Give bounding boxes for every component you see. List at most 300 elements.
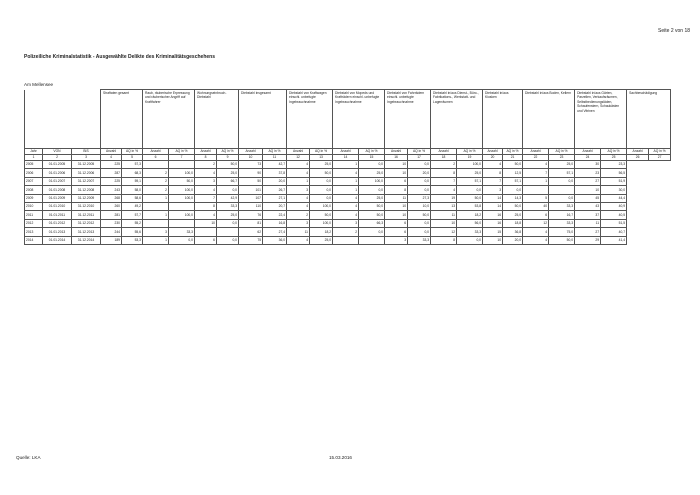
column-number-cell: 14 — [333, 155, 359, 161]
table-cell: 62 — [239, 228, 263, 236]
statistics-table — [24, 89, 671, 245]
group-header: Wohnungseinbruch-Diebstahl — [195, 90, 239, 149]
table-cell: 1 — [287, 177, 310, 185]
sub-header-cell: AQ in % — [601, 149, 627, 155]
table-cell: 18,8 — [503, 219, 523, 227]
table-cell: 100,0 — [310, 219, 333, 227]
table-cell: 1 — [143, 236, 169, 244]
table-cell: 100,0 — [169, 211, 195, 219]
column-number-cell: 20 — [483, 155, 503, 161]
table-cell: 58,6 — [122, 194, 143, 202]
table-cell — [195, 228, 217, 236]
table-cell: 230 — [101, 219, 122, 227]
table-cell: 11 — [431, 211, 457, 219]
column-number-cell: 16 — [385, 155, 408, 161]
table-cell: 25,0 — [217, 211, 239, 219]
table-cell: 8 — [195, 202, 217, 210]
sub-header-cell: AQ in % — [310, 149, 333, 155]
table-cell: 1 — [143, 194, 169, 202]
table-cell: 6 — [385, 177, 408, 185]
table-cell: 81 — [239, 219, 263, 227]
table-cell: 2 — [333, 228, 359, 236]
table-cell: 31.12.2010 — [72, 202, 101, 210]
table-cell: 56,5 — [601, 169, 627, 177]
table-cell: 10 — [385, 169, 408, 177]
table-cell: 1 — [523, 177, 549, 185]
table-cell: 37,8 — [263, 169, 287, 177]
table-row — [25, 202, 671, 210]
table-cell: 01.01.2006 — [43, 169, 72, 177]
column-number-cell: 4 — [101, 155, 122, 161]
table-cell: 4 — [333, 169, 359, 177]
table-cell: 6 — [523, 211, 549, 219]
column-number-cell: 13 — [310, 155, 333, 161]
sub-header-cell: Anzahl — [195, 149, 217, 155]
sub-header-cell: Anzahl — [287, 149, 310, 155]
table-cell: 8 — [483, 169, 503, 177]
table-cell: 0,0 — [217, 186, 239, 194]
table-cell: 0,0 — [217, 219, 239, 227]
column-number-cell: 15 — [359, 155, 385, 161]
group-header: Diebstahl von Fahrrädern einschl. unbefugte Ingebrauchnahme — [385, 90, 431, 149]
table-cell: 4 — [287, 202, 310, 210]
footer-source: Quelle: LKA — [16, 455, 41, 460]
table-cell: 20,0 — [263, 177, 287, 185]
table-cell: 3 — [333, 219, 359, 227]
sub-header-cell: Anzahl — [483, 149, 503, 155]
table-cell: 25,0 — [359, 169, 385, 177]
table-cell: 22,4 — [263, 211, 287, 219]
table-cell: 8 — [431, 169, 457, 177]
table-cell: 14 — [483, 194, 503, 202]
table-cell: 23 — [575, 169, 601, 177]
table-cell: 30 — [575, 161, 601, 169]
table-cell: 16 — [483, 211, 503, 219]
group-header-row — [25, 90, 671, 149]
sub-header-cell: AQ in % — [122, 149, 143, 155]
table-cell: 18,2 — [310, 228, 333, 236]
table-cell: 4 — [195, 211, 217, 219]
table-cell: 53,8 — [457, 202, 483, 210]
table-cell: 0,0 — [408, 228, 431, 236]
table-cell: 45 — [575, 194, 601, 202]
sub-header-cell: AQ in % — [457, 149, 483, 155]
sub-header-cell: Anzahl — [333, 149, 359, 155]
table-cell: 50,0 — [217, 161, 239, 169]
table-cell: 10 — [431, 219, 457, 227]
column-number-cell: 7 — [169, 155, 195, 161]
sub-header-cell: AQ in % — [263, 149, 287, 155]
table-cell: 0,0 — [310, 177, 333, 185]
table-cell: 75,0 — [549, 228, 575, 236]
table-cell: 0,0 — [359, 161, 385, 169]
table-cell: 01.01.2008 — [43, 186, 72, 194]
group-header: Raub, räuberische Erpressung und räuberischer Angriff auf Kraftfahrer — [143, 90, 195, 149]
sub-header-cell: AQ in % — [217, 149, 239, 155]
table-cell: 0,0 — [503, 186, 523, 194]
table-cell: 40,9 — [601, 202, 627, 210]
table-cell: 0,0 — [408, 219, 431, 227]
table-cell: 8 — [385, 186, 408, 194]
table-cell: 33,3 — [169, 228, 195, 236]
table-cell: 49,2 — [122, 202, 143, 210]
table-cell: 56,0 — [457, 219, 483, 227]
column-number-cell: 9 — [217, 155, 239, 161]
table-cell: 4 — [195, 169, 217, 177]
table-cell: 40,5 — [601, 211, 627, 219]
table-cell: 50,0 — [457, 194, 483, 202]
table-cell: 3 — [287, 186, 310, 194]
table-cell: 1 — [333, 177, 359, 185]
table-cell: 101 — [239, 186, 263, 194]
sub-header-cell: BIS — [72, 149, 101, 155]
table-cell: 100,0 — [310, 202, 333, 210]
table-cell: 4 — [287, 169, 310, 177]
table-cell: 15 — [483, 228, 503, 236]
table-cell: 66,7 — [217, 177, 239, 185]
group-header: Diebstahl in/aus Gärten, Parzellen, Verkaufsräumen, Selbstbedienungsläden, Schaufenstern, Schaukästen und Vitrinen — [575, 90, 627, 149]
table-cell: 57,3 — [122, 161, 143, 169]
sub-header-cell: AQ in % — [359, 149, 385, 155]
table-cell: 41,4 — [601, 236, 627, 244]
sub-header-cell: Anzahl — [239, 149, 263, 155]
column-number-cell: 12 — [287, 155, 310, 161]
table-cell: 23,3 — [601, 161, 627, 169]
table-cell: 100,0 — [457, 161, 483, 169]
table-cell: 33,3 — [457, 228, 483, 236]
group-header: Diebstahl von Mopeds und Krafträdern einschl. unbefugte Ingebrauchnahme — [333, 90, 385, 149]
table-cell: 44,4 — [601, 194, 627, 202]
table-cell: 25,0 — [359, 194, 385, 202]
table-cell: 27 — [575, 177, 601, 185]
page-number: Seite 2 von 18 — [658, 28, 690, 34]
column-number-cell: 3 — [72, 155, 101, 161]
table-cell: 260 — [101, 202, 122, 210]
table-cell: 51,9 — [601, 177, 627, 185]
table-cell: 3 — [385, 236, 408, 244]
table-cell: 50,0 — [549, 236, 575, 244]
column-number-cell: 17 — [408, 155, 431, 161]
table-cell: 51,5 — [601, 219, 627, 227]
table-cell: 3 — [483, 186, 503, 194]
table-cell: 2 — [143, 169, 169, 177]
table-cell: 12 — [523, 219, 549, 227]
table-row — [25, 194, 671, 202]
table-cell: 19 — [431, 194, 457, 202]
table-cell: 2 — [431, 161, 457, 169]
table-cell: 13 — [431, 202, 457, 210]
table-cell: 16,7 — [549, 211, 575, 219]
table-cell: 2009 — [25, 194, 43, 202]
table-cell: 7 — [483, 177, 503, 185]
table-cell — [169, 161, 195, 169]
table-cell: 10 — [385, 211, 408, 219]
table-cell: 43 — [575, 202, 601, 210]
table-cell: 01.01.2009 — [43, 194, 72, 202]
table-cell: 30,0 — [601, 186, 627, 194]
table-cell: 12,5 — [503, 169, 523, 177]
table-cell: 50,0 — [310, 211, 333, 219]
table-cell: 33,3 — [408, 236, 431, 244]
group-header: Sachbeschädigung — [627, 90, 671, 149]
table-cell: 6 — [385, 228, 408, 236]
table-cell: 31.12.2006 — [72, 169, 101, 177]
table-cell: 68,3 — [122, 169, 143, 177]
table-cell: 4 — [333, 202, 359, 210]
table-cell: 25,0 — [217, 169, 239, 177]
table-cell: 2011 — [25, 211, 43, 219]
table-cell: 33,3 — [549, 202, 575, 210]
table-cell: 3 — [287, 219, 310, 227]
table-cell: 2012 — [25, 219, 43, 227]
table-cell: 2014 — [25, 236, 43, 244]
table-cell: 31.12.2008 — [72, 186, 101, 194]
table-cell: 20,7 — [263, 202, 287, 210]
column-number-cell: 24 — [575, 155, 601, 161]
table-cell: 29 — [575, 236, 601, 244]
table-cell: 20,0 — [408, 169, 431, 177]
table-cell: 0,0 — [169, 236, 195, 244]
sub-header-cell: AQ in % — [503, 149, 523, 155]
table-cell: 2005 — [25, 161, 43, 169]
table-cell: 25,0 — [503, 211, 523, 219]
table-cell: 55,2 — [122, 219, 143, 227]
table-cell: 100,0 — [169, 194, 195, 202]
table-cell: 66,3 — [359, 219, 385, 227]
table-cell: 57,7 — [122, 211, 143, 219]
table-cell: 6 — [385, 219, 408, 227]
column-number-cell: 11 — [263, 155, 287, 161]
table-row — [25, 219, 671, 227]
sub-header-cell: VON — [43, 149, 72, 155]
table-cell: 2 — [195, 161, 217, 169]
table-cell: 2007 — [25, 177, 43, 185]
table-cell: 244 — [101, 228, 122, 236]
table-cell: 6 — [195, 236, 217, 244]
table-cell — [169, 202, 195, 210]
table-cell: 0,0 — [359, 228, 385, 236]
table-cell: 7 — [195, 194, 217, 202]
table-cell: 31.12.2009 — [72, 194, 101, 202]
table-cell: 11 — [287, 228, 310, 236]
sub-header-cell: AQ in % — [169, 149, 195, 155]
table-cell: 100,0 — [169, 186, 195, 194]
table-cell: 40,7 — [601, 228, 627, 236]
table-cell: 90 — [239, 169, 263, 177]
table-cell: 0,0 — [457, 186, 483, 194]
table-cell: 25,0 — [549, 161, 575, 169]
table-body — [25, 161, 671, 245]
table-cell: 36,8 — [503, 228, 523, 236]
header-blank — [72, 90, 101, 149]
table-cell: 40 — [523, 202, 549, 210]
table-cell: 2010 — [25, 202, 43, 210]
table-cell: 31.12.2013 — [72, 228, 101, 236]
table-row — [25, 228, 671, 236]
table-cell: 4 — [523, 236, 549, 244]
column-number-cell: 6 — [143, 155, 169, 161]
table-row — [25, 177, 671, 185]
table-cell: 01.01.2007 — [43, 177, 72, 185]
table-row — [25, 169, 671, 177]
sub-header-cell: Anzahl — [101, 149, 122, 155]
table-cell: 10 — [385, 202, 408, 210]
table-cell: 36,0 — [263, 236, 287, 244]
location-label: Am Mellensee — [24, 82, 54, 87]
column-number-cell: 25 — [601, 155, 627, 161]
table-cell — [143, 219, 169, 227]
sub-header-cell: Anzahl — [431, 149, 457, 155]
table-cell: 11 — [385, 194, 408, 202]
table-cell: 100,0 — [359, 177, 385, 185]
column-number-cell: 27 — [649, 155, 671, 161]
table-cell: 27,3 — [408, 194, 431, 202]
table-cell — [217, 228, 239, 236]
table-cell: 0,0 — [549, 177, 575, 185]
table-row — [25, 186, 671, 194]
table-cell: 20,0 — [503, 236, 523, 244]
sub-header-cell: Anzahl — [575, 149, 601, 155]
column-number-cell: 5 — [122, 155, 143, 161]
table-cell: 3 — [143, 228, 169, 236]
group-header: Diebstahl in/aus Kiosken — [483, 90, 523, 149]
table-cell: 10 — [385, 161, 408, 169]
sub-header-cell: AQ in % — [408, 149, 431, 155]
table-cell: 7 — [431, 177, 457, 185]
table-cell: 50,0 — [310, 169, 333, 177]
table-cell: 31.12.2005 — [72, 161, 101, 169]
column-number-cell: 26 — [627, 155, 649, 161]
table-cell: 1 — [333, 161, 359, 169]
column-number-cell: 1 — [25, 155, 43, 161]
table-cell: 01.01.2005 — [43, 161, 72, 169]
table-cell: 0,0 — [359, 186, 385, 194]
table-cell: 11 — [575, 219, 601, 227]
column-number-cell: 23 — [549, 155, 575, 161]
table-cell: 2 — [287, 211, 310, 219]
table-cell: 01.01.2012 — [43, 219, 72, 227]
table-cell: 50,0 — [169, 177, 195, 185]
column-number-cell: 8 — [195, 155, 217, 161]
table-cell: 14,3 — [503, 194, 523, 202]
table-cell: 0,0 — [310, 186, 333, 194]
table-cell: 01.01.2010 — [43, 202, 72, 210]
table-cell: 42,9 — [217, 194, 239, 202]
table-cell: 31.12.2011 — [72, 211, 101, 219]
table-row — [25, 236, 671, 244]
table-cell: 1 — [143, 211, 169, 219]
table-cell: 25,0 — [310, 161, 333, 169]
table-cell: 50,0 — [503, 161, 523, 169]
table-cell: 42,7 — [263, 161, 287, 169]
table-cell: 31.12.2007 — [72, 177, 101, 185]
table-cell: 14 — [483, 202, 503, 210]
group-header: Diebstahl insgesamt — [239, 90, 287, 149]
table-cell: 281 — [101, 211, 122, 219]
column-number-cell: 22 — [523, 155, 549, 161]
table-cell: 10 — [575, 186, 601, 194]
table-cell: 268 — [101, 194, 122, 202]
table-cell: 59,1 — [122, 177, 143, 185]
sub-header-cell: Anzahl — [385, 149, 408, 155]
table-cell: 55,6 — [122, 228, 143, 236]
table-cell: 2 — [143, 186, 169, 194]
table-cell: 27,4 — [263, 228, 287, 236]
table-cell: 8 — [431, 236, 457, 244]
table-cell: 0,0 — [217, 236, 239, 244]
table-cell: 107 — [239, 194, 263, 202]
table-row — [25, 211, 671, 219]
table-cell: 225 — [101, 177, 122, 185]
table-cell: 0,0 — [408, 177, 431, 185]
table-cell: 10 — [195, 219, 217, 227]
sub-header-cell: Anzahl — [523, 149, 549, 155]
table-cell: 16,8 — [263, 219, 287, 227]
table-cell: 31.12.2012 — [72, 219, 101, 227]
table-cell: 10,0 — [408, 202, 431, 210]
table-cell: 16 — [483, 219, 503, 227]
table-cell: 4 — [523, 228, 549, 236]
table-cell: 100,0 — [169, 169, 195, 177]
sub-header-cell: Anzahl — [143, 149, 169, 155]
table-cell: 4 — [523, 161, 549, 169]
table-cell: 57,1 — [457, 177, 483, 185]
group-header: Diebstahl in/aus Boden, Kellern — [523, 90, 575, 149]
table-cell: 12 — [431, 228, 457, 236]
table-cell: 27,1 — [263, 194, 287, 202]
table-cell: 50,0 — [408, 211, 431, 219]
column-number-cell: 18 — [431, 155, 457, 161]
table-cell: 10 — [483, 236, 503, 244]
table-cell — [523, 186, 549, 194]
table-cell: 4 — [333, 211, 359, 219]
table-cell — [333, 236, 359, 244]
table-cell: 4 — [195, 186, 217, 194]
group-header: Straftaten gesamt — [101, 90, 143, 149]
column-number-cell: 2 — [43, 155, 72, 161]
sub-header-cell: AQ in % — [649, 149, 671, 155]
table-cell: 225 — [101, 161, 122, 169]
table-cell: 4 — [287, 194, 310, 202]
table-cell: 4 — [333, 194, 359, 202]
header-blank — [25, 90, 43, 149]
group-header: Diebstahl von Kraftwagen einschl. unbefugte Ingebrauchnahme — [287, 90, 333, 149]
sub-header-cell: AQ in % — [549, 149, 575, 155]
table-cell: 18,2 — [457, 211, 483, 219]
table-cell: 57,1 — [549, 169, 575, 177]
table-cell — [359, 236, 385, 244]
table-cell: 2008 — [25, 186, 43, 194]
table-cell: 2 — [143, 177, 169, 185]
table-cell: 4 — [431, 186, 457, 194]
footer-date: 15.03.2016 — [329, 455, 352, 460]
table-cell: 110 — [239, 202, 263, 210]
table-cell: 26,7 — [263, 186, 287, 194]
table-cell: 50,0 — [359, 211, 385, 219]
table-cell: 57,1 — [503, 177, 523, 185]
sub-header-cell: Anzahl — [627, 149, 649, 155]
table-cell: 0,0 — [408, 161, 431, 169]
table-cell: 50,0 — [359, 202, 385, 210]
table-cell: 50 — [239, 177, 263, 185]
table-cell: 0,0 — [310, 194, 333, 202]
table-cell: 25,0 — [457, 169, 483, 177]
table-cell: 01.01.2013 — [43, 228, 72, 236]
table-cell: 27 — [575, 228, 601, 236]
table-cell: 4 — [287, 161, 310, 169]
table-cell: 7 — [523, 169, 549, 177]
table-cell: 33,3 — [217, 202, 239, 210]
